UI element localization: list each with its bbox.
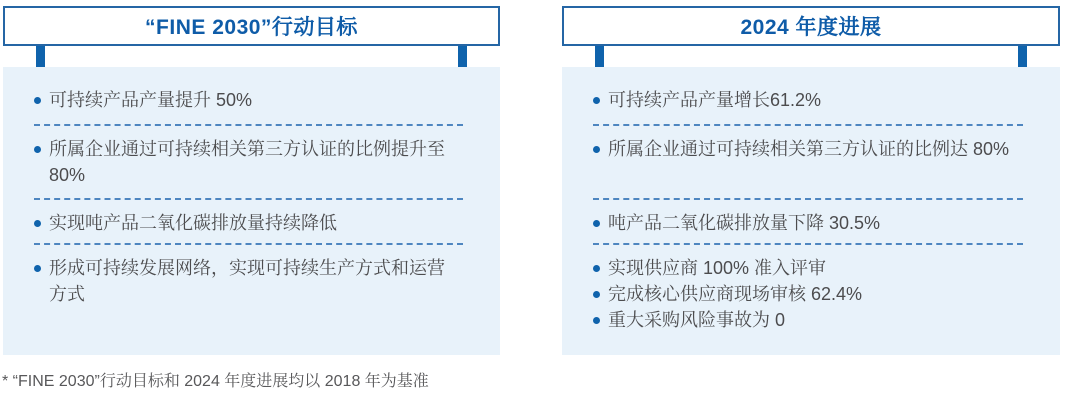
list-item-text: 重大采购风险事故为 0	[608, 310, 786, 330]
bullet-dot-icon	[593, 265, 600, 272]
progress-title: 2024 年度进展	[740, 16, 882, 39]
progress-row-certification	[593, 126, 1023, 198]
list-item	[34, 87, 463, 113]
connector-pin-icon	[458, 46, 467, 67]
list-item-text: 可持续产品产量提升 50%	[49, 90, 253, 110]
connector-pin-icon	[595, 46, 604, 67]
goals-row-network	[34, 245, 463, 355]
list-item	[593, 87, 1023, 113]
panel-fine2030-goals	[3, 6, 500, 355]
panel-2024-progress	[562, 6, 1060, 355]
goals-header-box	[3, 6, 500, 46]
list-item	[593, 255, 1023, 281]
bullet-dot-icon	[593, 220, 600, 227]
list-item-text: 实现供应商 100% 准入评审	[608, 258, 827, 278]
bullet-dot-icon	[593, 146, 600, 153]
progress-header-box	[562, 6, 1060, 46]
list-item	[34, 255, 463, 307]
bullet-dot-icon	[34, 97, 41, 104]
list-item-text: 吨产品二氧化碳排放量下降 30.5%	[608, 213, 881, 233]
connector-pin-icon	[36, 46, 45, 67]
goals-row-output	[34, 67, 463, 124]
list-item-text: 所属企业通过可持续相关第三方认证的比例提升至 80%	[49, 139, 445, 185]
bullet-dot-icon	[593, 291, 600, 298]
list-item-text: 可持续产品产量增长61.2%	[608, 90, 822, 110]
bullet-dot-icon	[593, 97, 600, 104]
progress-row-carbon	[593, 200, 1023, 243]
list-item	[593, 281, 1023, 307]
bullet-dot-icon	[34, 146, 41, 153]
progress-body	[562, 67, 1060, 355]
goals-connector	[3, 46, 500, 67]
progress-connector	[562, 46, 1060, 67]
progress-row-suppliers	[593, 245, 1023, 355]
goals-title: “FINE 2030”行动目标	[145, 16, 358, 39]
list-item	[34, 136, 463, 188]
connector-pin-icon	[1018, 46, 1027, 67]
list-item-text: 所属企业通过可持续相关第三方认证的比例达 80%	[608, 139, 1010, 159]
list-item	[593, 210, 1023, 236]
goals-body	[3, 67, 500, 355]
list-item-text: 形成可持续发展网络，实现可持续生产方式和运营方式	[49, 258, 445, 304]
bullet-dot-icon	[593, 317, 600, 324]
list-item	[593, 136, 1023, 162]
list-item	[34, 210, 463, 236]
list-item-text: 实现吨产品二氧化碳排放量持续降低	[49, 213, 337, 233]
goals-row-carbon	[34, 200, 463, 243]
baseline-footnote: * “FINE 2030”行动目标和 2024 年度进展均以 2018 年为基准	[2, 373, 429, 390]
list-item-text: 完成核心供应商现场审核 62.4%	[608, 284, 863, 304]
list-item	[593, 307, 1023, 333]
goals-row-certification	[34, 126, 463, 198]
progress-row-output	[593, 67, 1023, 124]
bullet-dot-icon	[34, 220, 41, 227]
bullet-dot-icon	[34, 265, 41, 272]
